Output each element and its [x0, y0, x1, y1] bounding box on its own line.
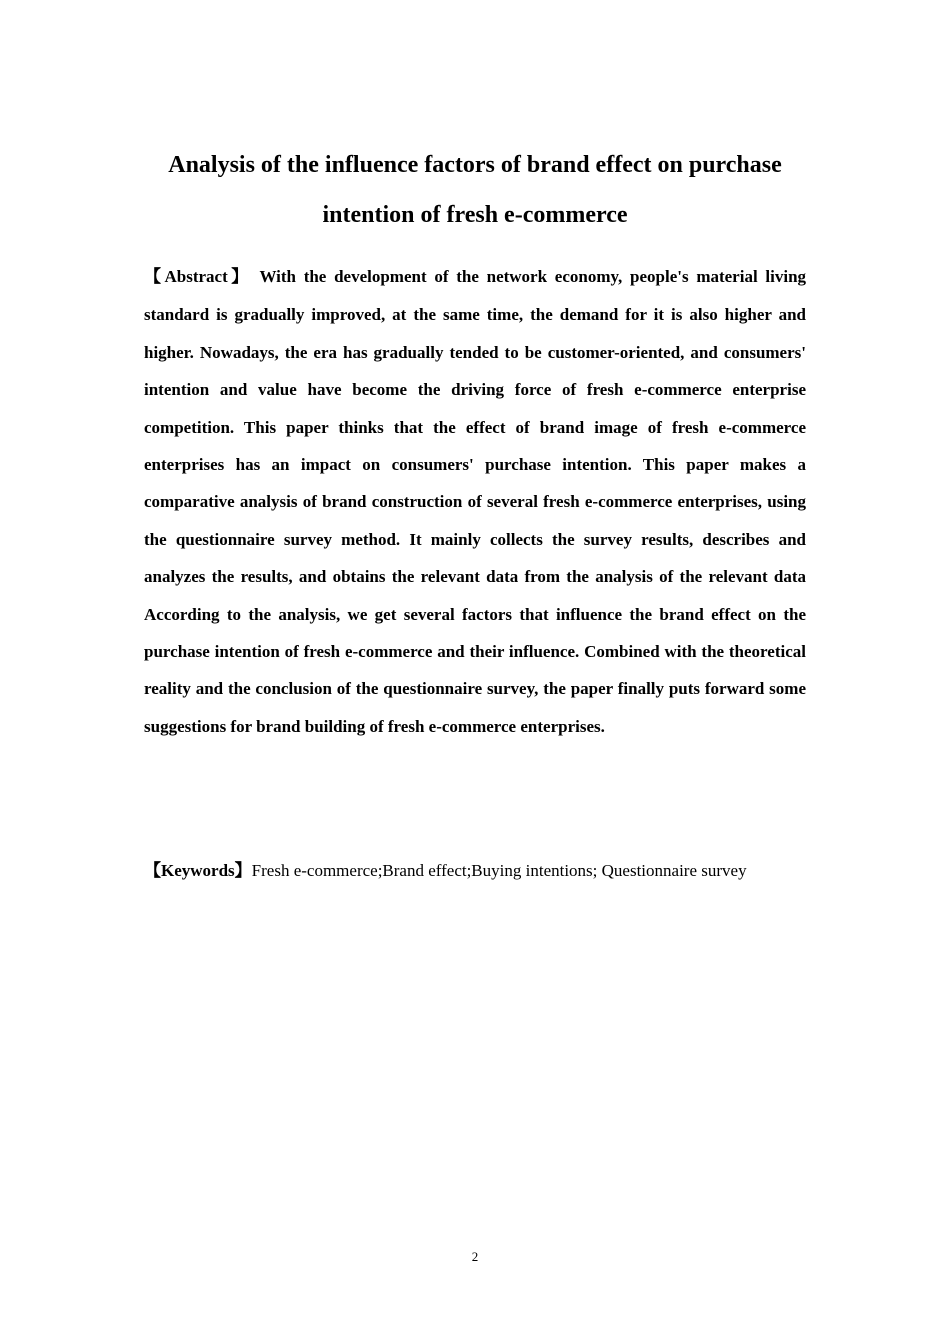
paper-title: [140, 140, 810, 240]
page-number: 2: [471, 1249, 479, 1264]
abstract-paragraph: [144, 258, 806, 745]
keywords-close-bracket: 】: [234, 861, 252, 881]
abstract-label: Abstract: [164, 267, 228, 286]
abstract-close-bracket: 】: [227, 267, 252, 287]
keywords-open-bracket: 【: [144, 861, 161, 881]
abstract-open-bracket: 【: [144, 267, 165, 287]
keywords-line: [144, 852, 824, 890]
paper-title-line-1: Analysis of the influence factors of brand effect on purchase: [168, 152, 782, 178]
keywords-label: Keywords: [161, 861, 235, 880]
abstract-text: With the development of the network economy, people's material living standard is gradually improved, at the same time, the demand for it is also higher and higher. Nowadays, the era has gradually tended to be customer-oriented, and consumers' intention and value have become the driving force of fresh e-commerce enterprise competition. This paper thinks that the effect of brand image of fresh e-commerce enterprises has an impact on consumers' purchase intention. This paper makes a comparative analysis of brand construction of several fresh e-commerce enterprises, using the questionnaire survey method. It mainly collects the survey results, describes and analyzes the results, and obtains the relevant data from the analysis of the relevant data According to the analysis, we get several factors that influence the brand effect on the purchase intention of fresh e-commerce and their influence. Combined with the theoretical reality and the conclusion of the questionnaire survey, the paper finally puts forward some suggestions for brand building of fresh e-commerce enterprises.: [144, 267, 807, 736]
paper-title-line-2: intention of fresh e-commerce: [322, 202, 628, 228]
keywords-text: Fresh e-commerce;Brand effect;Buying intentions; Questionnaire survey: [251, 861, 747, 880]
